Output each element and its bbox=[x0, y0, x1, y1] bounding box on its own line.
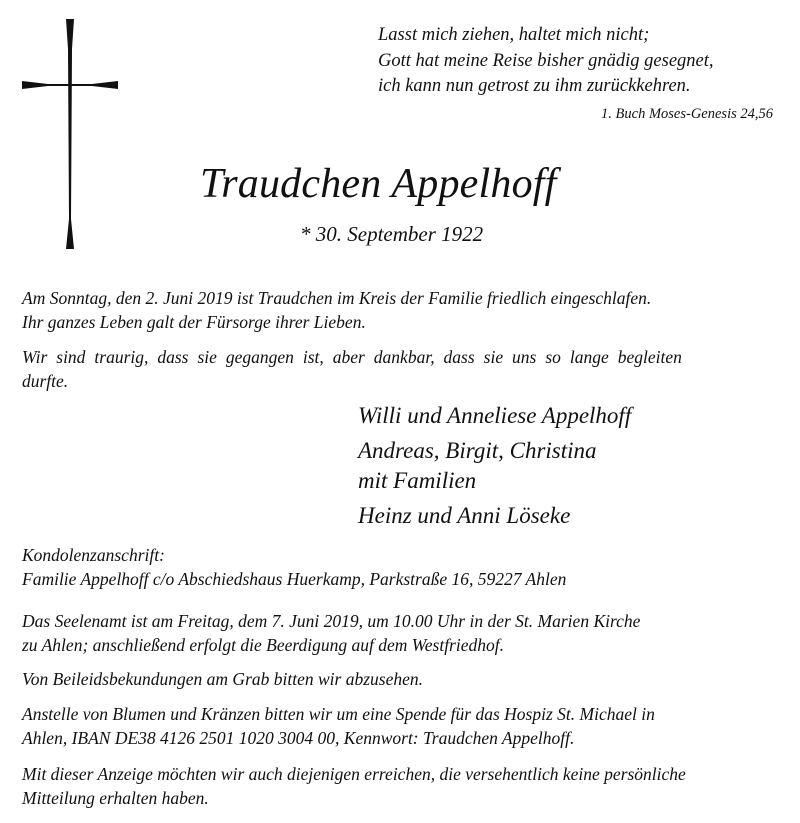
text-line: Von Beileidsbekundungen am Grab bitten wir abzusehen. bbox=[22, 669, 423, 689]
text-line: Am Sonntag, den 2. Juni 2019 ist Traudchen im Kreis der Familie friedlich eingeschlafen. bbox=[22, 288, 652, 308]
paragraph-donation bbox=[22, 702, 778, 750]
condolence-address bbox=[22, 543, 778, 591]
bible-verse bbox=[378, 23, 714, 100]
mourner-line: mit Familien bbox=[358, 468, 477, 493]
text-line: Anstelle von Blumen und Kränzen bitten wir um eine Spende für das Hospiz St. Michael in bbox=[22, 704, 655, 724]
deceased-name: Traudchen Appelhoff bbox=[200, 161, 557, 207]
paragraph-no-condolences bbox=[22, 667, 778, 691]
text-line: Ahlen, IBAN DE38 4126 2501 1020 3004 00, Kennwort: Traudchen Appelhoff. bbox=[22, 728, 575, 748]
mourner-line: Willi und Anneliese Appelhoff bbox=[358, 403, 632, 428]
cross-icon bbox=[22, 19, 118, 249]
text-line: Mitteilung erhalten haben. bbox=[22, 788, 209, 808]
paragraph-notice bbox=[22, 762, 778, 810]
mourner-line: Andreas, Birgit, Christina bbox=[358, 438, 597, 463]
verse-line: ich kann nun getrost zu ihm zurückkehren. bbox=[378, 76, 691, 96]
paragraph-grief bbox=[22, 345, 778, 393]
mourner-line: Heinz und Anni Löseke bbox=[358, 503, 571, 528]
verse-source: 1. Buch Moses-Genesis 24,56 bbox=[601, 106, 773, 122]
verse-line: Gott hat meine Reise bisher gnädig gesegnet, bbox=[378, 50, 714, 71]
text-line: Ihr ganzes Leben galt der Fürsorge ihrer Lieben. bbox=[22, 312, 366, 332]
paragraph-requiem bbox=[22, 609, 778, 657]
birth-date: * 30. September 1922 bbox=[300, 222, 484, 246]
text-line: zu Ahlen; anschließend erfolgt die Beerdigung auf dem Westfriedhof. bbox=[22, 635, 504, 655]
text-line: Mit dieser Anzeige möchten wir auch diejenigen erreichen, die versehentlich keine persönliche bbox=[22, 764, 686, 784]
text-line: Das Seelenamt ist am Freitag, dem 7. Juni 2019, um 10.00 Uhr in der St. Marien Kirche bbox=[22, 611, 641, 631]
text-line: durfte. bbox=[22, 371, 69, 391]
verse-line: Lasst mich ziehen, haltet mich nicht; bbox=[378, 25, 650, 45]
text-line: Kondolenzanschrift: bbox=[22, 545, 165, 565]
paragraph-passing bbox=[22, 286, 778, 334]
text-line: Familie Appelhoff c/o Abschiedshaus Huerkamp, Parkstraße 16, 59227 Ahlen bbox=[22, 569, 567, 589]
mourners-list bbox=[358, 398, 631, 533]
text-line: Wir sind traurig, dass sie gegangen ist, aber dankbar, dass sie uns so lange begleiten bbox=[22, 347, 682, 367]
